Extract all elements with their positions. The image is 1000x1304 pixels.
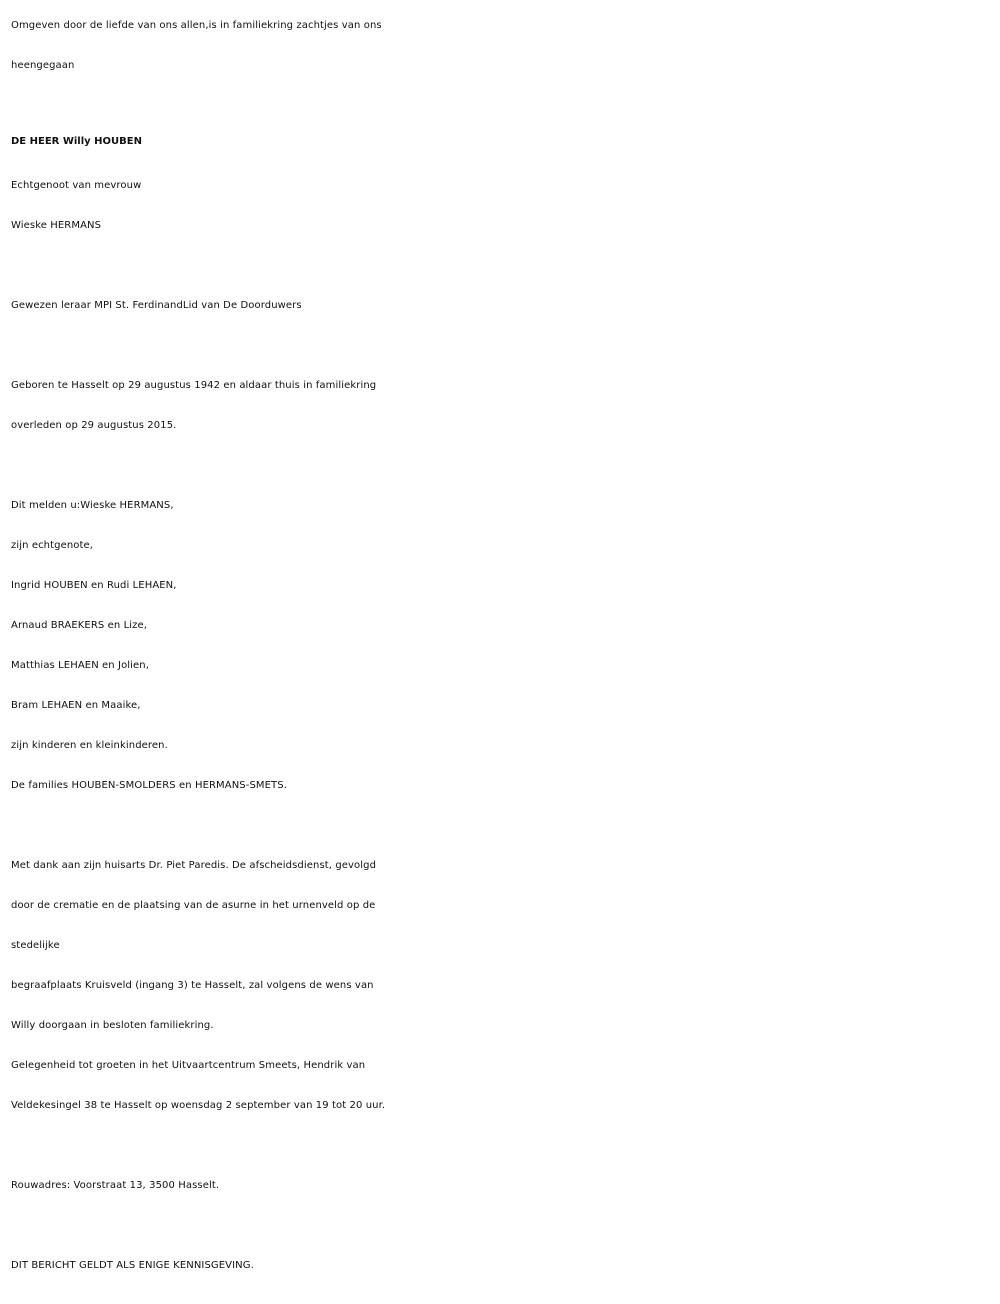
service-line: door de crematie en de plaatsing van de asurne in het urnenveld op de xyxy=(11,900,376,911)
service-line: Met dank aan zijn huisarts Dr. Piet Paredis. De afscheidsdienst, gevolgd xyxy=(11,860,377,871)
deceased-name: DE HEER Willy HOUBEN xyxy=(11,136,142,147)
announcer-line: zijn kinderen en kleinkinderen. xyxy=(11,740,168,751)
spacer xyxy=(11,446,991,486)
intro-line: Omgeven door de liefde van ons allen,is in familiekring zachtjes van ons xyxy=(11,20,382,31)
service-line: Gelegenheid tot groeten in het Uitvaartcentrum Smeets, Hendrik van xyxy=(11,1060,366,1071)
occupation-line: Gewezen leraar MPI St. FerdinandLid van De Doorduwers xyxy=(11,300,302,311)
mourning-address: Rouwadres: Voorstraat 13, 3500 Hasselt. xyxy=(11,1180,220,1191)
spacer xyxy=(11,1126,991,1166)
birth-death-line: Geboren te Hasselt op 29 augustus 1942 en aldaar thuis in familiekring xyxy=(11,380,377,391)
spacer xyxy=(11,246,991,286)
spouse-line: Wieske HERMANS xyxy=(11,220,102,231)
service-line: Willy doorgaan in besloten familiekring. xyxy=(11,1020,214,1031)
announcer-line: Dit melden u:Wieske HERMANS, xyxy=(11,500,174,511)
birth-death-line: overleden op 29 augustus 2015. xyxy=(11,420,177,431)
intro-line: heengegaan xyxy=(11,60,75,71)
service-line: begraafplaats Kruisveld (ingang 3) te Hasselt, zal volgens de wens van xyxy=(11,980,374,991)
announcer-line: zijn echtgenote, xyxy=(11,540,94,551)
spacer xyxy=(11,1206,991,1246)
spouse-line: Echtgenoot van mevrouw xyxy=(11,180,142,191)
obituary-document xyxy=(11,6,991,1286)
announcer-line: Bram LEHAEN en Maaike, xyxy=(11,700,141,711)
spacer xyxy=(11,806,991,846)
announcer-line: De families HOUBEN-SMOLDERS en HERMANS-SMETS. xyxy=(11,780,287,791)
service-line: stedelijke xyxy=(11,940,60,951)
spacer xyxy=(11,326,991,366)
service-line: Veldekesingel 38 te Hasselt op woensdag 2 september van 19 tot 20 uur. xyxy=(11,1100,386,1111)
announcer-line: Matthias LEHAEN en Jolien, xyxy=(11,660,150,671)
announcer-line: Ingrid HOUBEN en Rudi LEHAEN, xyxy=(11,580,177,591)
closing-notice: DIT BERICHT GELDT ALS ENIGE KENNISGEVING. xyxy=(11,1260,254,1271)
announcer-line: Arnaud BRAEKERS en Lize, xyxy=(11,620,148,631)
